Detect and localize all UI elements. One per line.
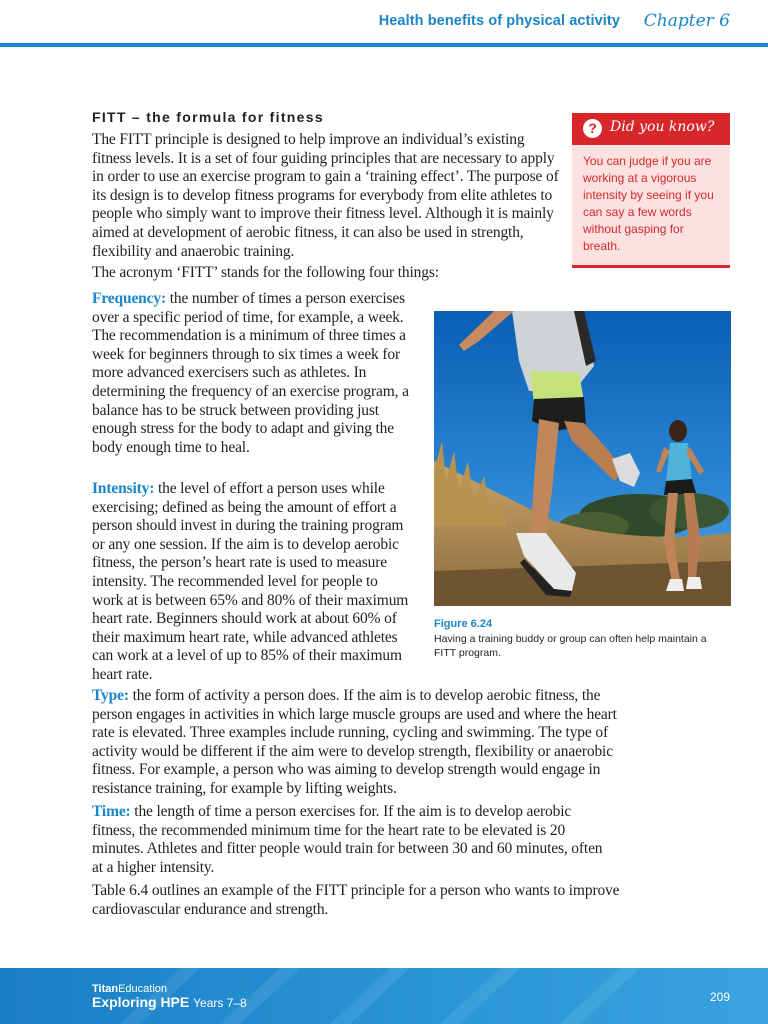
page-number: 209 (709, 990, 730, 1004)
table-reference-paragraph: Table 6.4 outlines an example of the FITT principle for a person who wants to improve cardiovascular endurance and strength. (92, 882, 620, 918)
acronym-paragraph: The acronym ‘FITT’ stands for the following four things: (92, 264, 439, 281)
type-text: the form of activity a person does. If the aim is to develop aerobic fitness, the person engages in activities in which large muscle groups are used and where the heart rate is elevated. Three examples include running, cycling and swimming. The type of activity would be different if the aim were to develop strength, flexibility or anaerobic fitness. For example, a person who was aiming to develop strength would engage in resistance training, for example by lifting weights. (92, 687, 617, 797)
page-header (0, 0, 768, 50)
type-paragraph (92, 687, 622, 799)
intensity-term: Intensity: (92, 480, 155, 497)
runners-photo (434, 311, 731, 606)
callout-text: You can judge if you are working at a vigorous intensity by seeing if you can say a few words without gasping for breath. (583, 154, 714, 253)
running-header-title: Health benefits of physical activity (378, 13, 620, 29)
figure-label: Figure 6.24 (434, 618, 493, 630)
figure-caption: Having a training buddy or group can often help maintain a FITT program. (434, 633, 707, 659)
frequency-text: the number of times a person exercises over a specific period of time, for example, a week. The recommendation is a minimum of three times a week for beginners through to six times a week for more advanced exercisers such as athletes. In determining the frequency of an exercise program, a balance has to be struck between providing just enough stress for the body to adapt and giving the body enough time to heal. (92, 290, 409, 456)
time-paragraph (92, 803, 612, 877)
intensity-text: the level of effort a person uses while exercising; defined as being the amount of effort a person should invest in during the training program or any one session. If the aim is to develop aerobic fitness, the person’s heart rate is used to measure intensity. The recommended level for people to work at is between 65% and 80% of their maximum heart rate. Beginners should work at about 60% of their maximum heart rate, while advanced athletes can work at a level of up to 85% of their maximum heart rate. (92, 480, 409, 683)
did-you-know-callout (572, 113, 730, 268)
intro-paragraph: The FITT principle is designed to help improve an individual’s existing fitness levels. It is a set of four guiding principles that are necessary to apply in order to use an exercise program to gain a ‘training effect’. The purpose of its design is to develop fitness programs for everybody from elite athletes to people who simply want to improve their fitness level. Although it is mainly aimed at development of aerobic fitness, it can also be used in strength, flexibility and anaerobic training. (92, 131, 559, 260)
callout-heading: Did you know? (610, 119, 715, 135)
time-text: the length of time a person exercises for. If the aim is to develop aerobic fitness, the recommended minimum time for the heart rate to be elevated is 20 minutes. Athletes and fitter people would train for between 30 and 60 minutes, often at a higher intensity. (92, 803, 603, 876)
chapter-label: Chapter 6 (643, 11, 730, 31)
header-rule (0, 43, 768, 47)
frequency-term: Frequency: (92, 290, 166, 307)
callout-header (572, 113, 730, 145)
time-term: Time: (92, 803, 131, 820)
page-footer (0, 968, 768, 1024)
intensity-paragraph (92, 480, 412, 685)
frequency-paragraph (92, 290, 412, 457)
section-heading: FITT – the formula for fitness (92, 109, 324, 125)
publisher-logo: TitanEducation (92, 983, 168, 995)
book-title: Exploring HPE Years 7–8 (92, 994, 247, 1010)
question-icon: ? (583, 119, 602, 138)
type-term: Type: (92, 687, 129, 704)
